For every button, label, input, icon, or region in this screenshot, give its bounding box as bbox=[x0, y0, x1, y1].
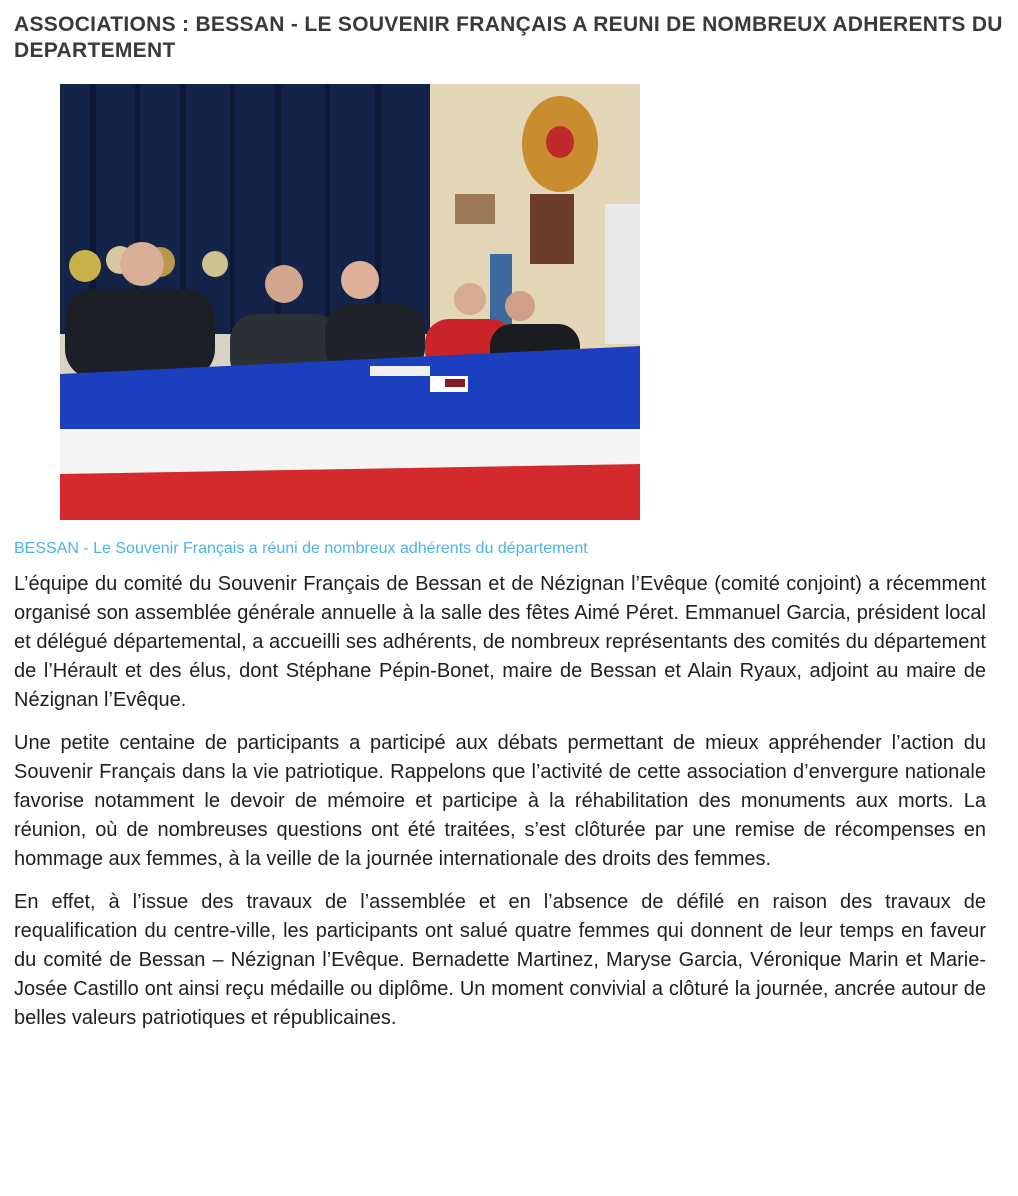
wall-panel bbox=[605, 204, 640, 344]
article-paragraph: Une petite centaine de participants a participé aux débats permettant de mieux appréhender l’action du Souvenir Français dans la vie patriotique. Rappelons que l’activité de cette association d’envergure nationale favorise notamment le devoir de mémoire et participe à la réhabilitation des monuments aux morts. La réunion, où de nombreuses questions ont été traitées, s’est clôturée par une remise de récompenses en hommage aux femmes, à la veille de la journée internationale des droits des femmes. bbox=[14, 732, 986, 870]
mural-emblem bbox=[546, 126, 574, 158]
article-photo bbox=[60, 84, 640, 520]
meeting-photo-illustration bbox=[60, 84, 640, 520]
article-title: ASSOCIATIONS : BESSAN - LE SOUVENIR FRANÇAIS A REUNI DE NOMBREUX ADHERENTS DU DEPARTEMENT bbox=[14, 13, 1003, 62]
table-papers bbox=[370, 366, 430, 376]
article-body bbox=[14, 570, 986, 1047]
article-paragraph: L’équipe du comité du Souvenir Français de Bessan et de Nézignan l’Evêque (comité conjoint) a récemment organisé son assemblée générale annuelle à la salle des fêtes Aimé Péret. Emmanuel Garcia, président local et délégué départemental, a accueilli ses adhérents, de nombreux représentants des comités du département de l’Hérault et des élus, dont Stéphane Pépin-Bonet, maire de Bessan et Alain Ryaux, adjoint au maire de Nézignan l’Evêque. bbox=[14, 573, 986, 711]
table-booklet bbox=[445, 379, 465, 387]
photo-caption: BESSAN - Le Souvenir Français a réuni de nombreux adhérents du département bbox=[14, 540, 588, 557]
mural-crate bbox=[455, 194, 495, 224]
article-paragraph: En effet, à l’issue des travaux de l’assemblée et en l’absence de défilé en raison des travaux de requalification du centre-ville, les participants ont salué quatre femmes qui donnent de leur temps en faveur du comité de Bessan – Nézignan l’Evêque. Bernadette Martinez, Maryse Garcia, Véronique Marin et Marie-Josée Castillo ont ainsi reçu médaille ou diplôme. Un moment convivial a clôturé la journée, ancrée autour de belles valeurs patriotiques et républicaines. bbox=[14, 891, 986, 1029]
mural-press bbox=[530, 194, 574, 264]
